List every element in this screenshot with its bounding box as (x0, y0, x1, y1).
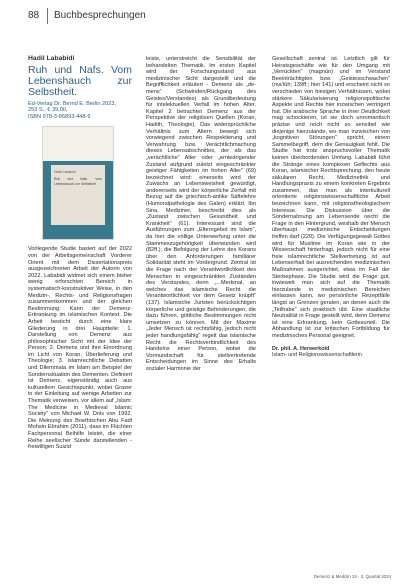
page-number: 88 (28, 10, 40, 21)
book-bibliography (28, 101, 132, 121)
review-text-part-2: leiste, unterstreicht die Sensibilität der behandelten Thematik. Im ersten Kapitel wird der Forschungsstand aus medizinischer Sicht dargestellt und die Begrifflichkeit erläutert - Demenz als „de-mens“ (Schwinden/Rückgang des Geistes/Verstandes) als Grundbedeutung für intelektuellen Verfall im hohen Alter. Kapitel 2 betrachtet Demenz aus der Perspektive der religiösen Quellen (Koran, Hadith, Theologie). Das widersprüchliche Verhältnis zum Altern bewegt sich vorwiegend zwischen Respektierung und Verwahrung bzw. Verächtlichmachung dieses Lebensabschnittes, der als das „verächtliche“ Alter oder „erniedrigender Zustand aufgrund zuletzt eingeschränkter geistiger Fähigkeiten im hohen Alter“ (69) bezeichnet wird: einerseits wird der Zuwachs an Lebensweisheit gewürdigt, andererseits wird der körperliche Zerfall mit Bezug auf die griechisch-antike Säftelehre (Humoralpathologie des Galen) erklärt. Ibn Sina, Mediziner, beschreibt dies als „Zustand zwischen Gesundheit und Krankheit“ (61). Interessant sind die Ausführungen zum „Elterngebot im Islam“, da hier die völlige Unterwerfung unter die Stammeszugehörigkeit überwunden wird (82ff.); die Befolgung der Lehre des Korans über den Anforderungen familiärer Solidarität steht im Vordergrund. Zentral ist die Frage nach der Verantwortlichkeit des Menschen in eingeschränkten Zuständen des Verstandes, denn „...Merkmal, an welches das islamische Recht die Verantwortlichkeit vor dem Gesetz knüpft“ (137). Islamische Juristen berücksichtigen körperliche und geistige Behinderungen, die dazu führen, göttliche Bestimmungen nicht umsetzen zu können. Mit der Maxime „Jeder Mensch ist rechtsfähig, jedoch nicht jeder handlungsfähig“ regelt das islamische Recht die Rechtsverbindlichkeit des Handelns einer Person, wobei die Vormundschaft für stellvertretende Entscheidungen im Sinne des Erhalts sozialer Harmonie der (146, 56, 256, 372)
cover-author: Hadil Lababidi (54, 170, 76, 175)
review-text-part-3: Gesellschaft zentral ist. Letztlich gilt für Heiratsgeschäfte wie für den Umgang mit „Verrückten“ (magnūn) und im Verstand Beeinträchtigten bzw. „Geistesschwachen“ (ma'tūh; 139ff.; hier 141) und erscheint nicht so verschieden von hiesigen Verhältnissen, wobei stärkere Säkularisierung religionspolitische Aspekte und Rechte hier inzwischen verringert hat. Die arabische Sprache in ihrer Deutlichkeit mag schockieren, ist sie doch unromantisch präzise und noch nicht so sensibel wie diejenige hierzulande, wo man inzwischen von „kognitiven Störungen“ spricht, einem Sammelbegriff, dem die Genauigkeit fehlt. Die Studie hat trotz anspruchsvoller Thematik keinen überbordenden Umfang. Lababidi führt die Stränge eines komplexen Geflechts aus Koran, islamischer Rechtsprechung, den heute säkularen Recht, Medizinethik und Handlungspraxis zu einem konkreten Ergebnis zusammen, das man als interkulturell orientierte religionswissenschaftliche Arbeit bezeichnen kann, mit religionstheologischem Interesse. Die Diskussion über die Sondernahnung am Lebensende reicht die Frage in den Hintergrund, weshalb der Mensch überhaupt medizinische Entscheidungen treffen darf (220). Die Verfügungsgewalt Gottes wird für Muslime im Koran wie in der Wissenschaft hinterfragt, jedoch nicht für eine freie islamrechtliche Stellvertretung ist auf Lebenserhalt bei ausreichenden medizinischen Maßnahmen ausgerichtet, etwa im Fall der Sterbephase. Die Studie wird die Frage gut, inwieweit man sich auf die Thematik hierzulande in medizinischen Bereichen einlassen kann, wo persönliche Rezeptfälle längst an Grenzen geraten, an denen auch die „Teilhabe“ sich praktisch übt. Eine staatliche Neutralität in Frage gestellt wird, denn Demenz ist eine Erkrankung, kein Gottesurteil. Die Abhandlung ist zur kritischen Fortbildung für medizinisches Personal geeignet. (272, 56, 390, 339)
cover-title: Ruh und Nafs. Vom Lebenshauch zur Selbstheit (54, 177, 102, 186)
book-author: Hadil Lababidi (28, 55, 75, 62)
page-footer: Demenz & Medizin 24 · 2. Quartal 2024 (313, 574, 391, 579)
book-cover-image (42, 126, 114, 240)
column-3 (272, 56, 390, 358)
book-title: Ruh und Nafs. Vom Lebenshauch zur Selbstheit. (28, 63, 132, 98)
bibliography-price: 253 S., € 39,00, (28, 107, 68, 114)
page-header (28, 8, 393, 28)
column-2 (146, 56, 256, 373)
reviewer-role: Islam- und Religionswissenschaftlerin (272, 351, 362, 358)
reviewer-name: Dr. phil. A. Herwerkold (272, 345, 330, 352)
column-1 (28, 56, 132, 451)
bibliography-isbn: ISBN 978-3-86893-448-9 (28, 113, 91, 120)
bibliography-publisher: Ed-Verlag Dr. Bernd E. Berlin 2023, (28, 100, 116, 107)
review-text-part-1: Vorliegende Studie basiert auf der 2022 von der Arbeitsgemeinschaft Vorderer Orient mit dem Dissertationspreis ausgezeichneten Arbeit der Autorin von 2022. Lababidi widmet sich einem bisher wenig erforschten Bereich in systematisch-konstruktiver Weise, in den Medizin-, Rechts- und Religionsfragen zusammenkommen und der gleichen Bestimmung: Kann der Demenz-Erkrankung im islamischen Kontext. Die Arbeit besticht durch eine klare Gliederung in drei Hauptteile: 1. Darstellung von Demenz aus philosophischer Sicht mit der Idee der Person; 2. Demenz und ihre Einordnung im Licht von Koran, Überlieferung und Theologie; 3. islamrechtliche Debatten und Dilemmata im Islam am Beispiel der Sondernsituation des Dementen. Definiert ist Demenz, eigenständig auch aus kulturellem Gesichtspunkt, wobei Grazer in der Einleitung auf wenige Arbeiten zur Thematik verweisen, vor allem auf „Islam: The Medicine in Medieval Islamic Society“ von Michael W. Dols von 1992. Die Meinung des Boethischen Abu Fadl Mohsin Ebrahim (2011), dass im Flüchten Fachpersonal Beihilfe leistet, die einer Reihe seelischer Sünde darstellenden - freiwilligen Suizid (28, 246, 132, 451)
header-separator (47, 8, 48, 24)
section-title: Buchbesprechungen (54, 10, 146, 21)
reviewer-signature (272, 346, 390, 359)
